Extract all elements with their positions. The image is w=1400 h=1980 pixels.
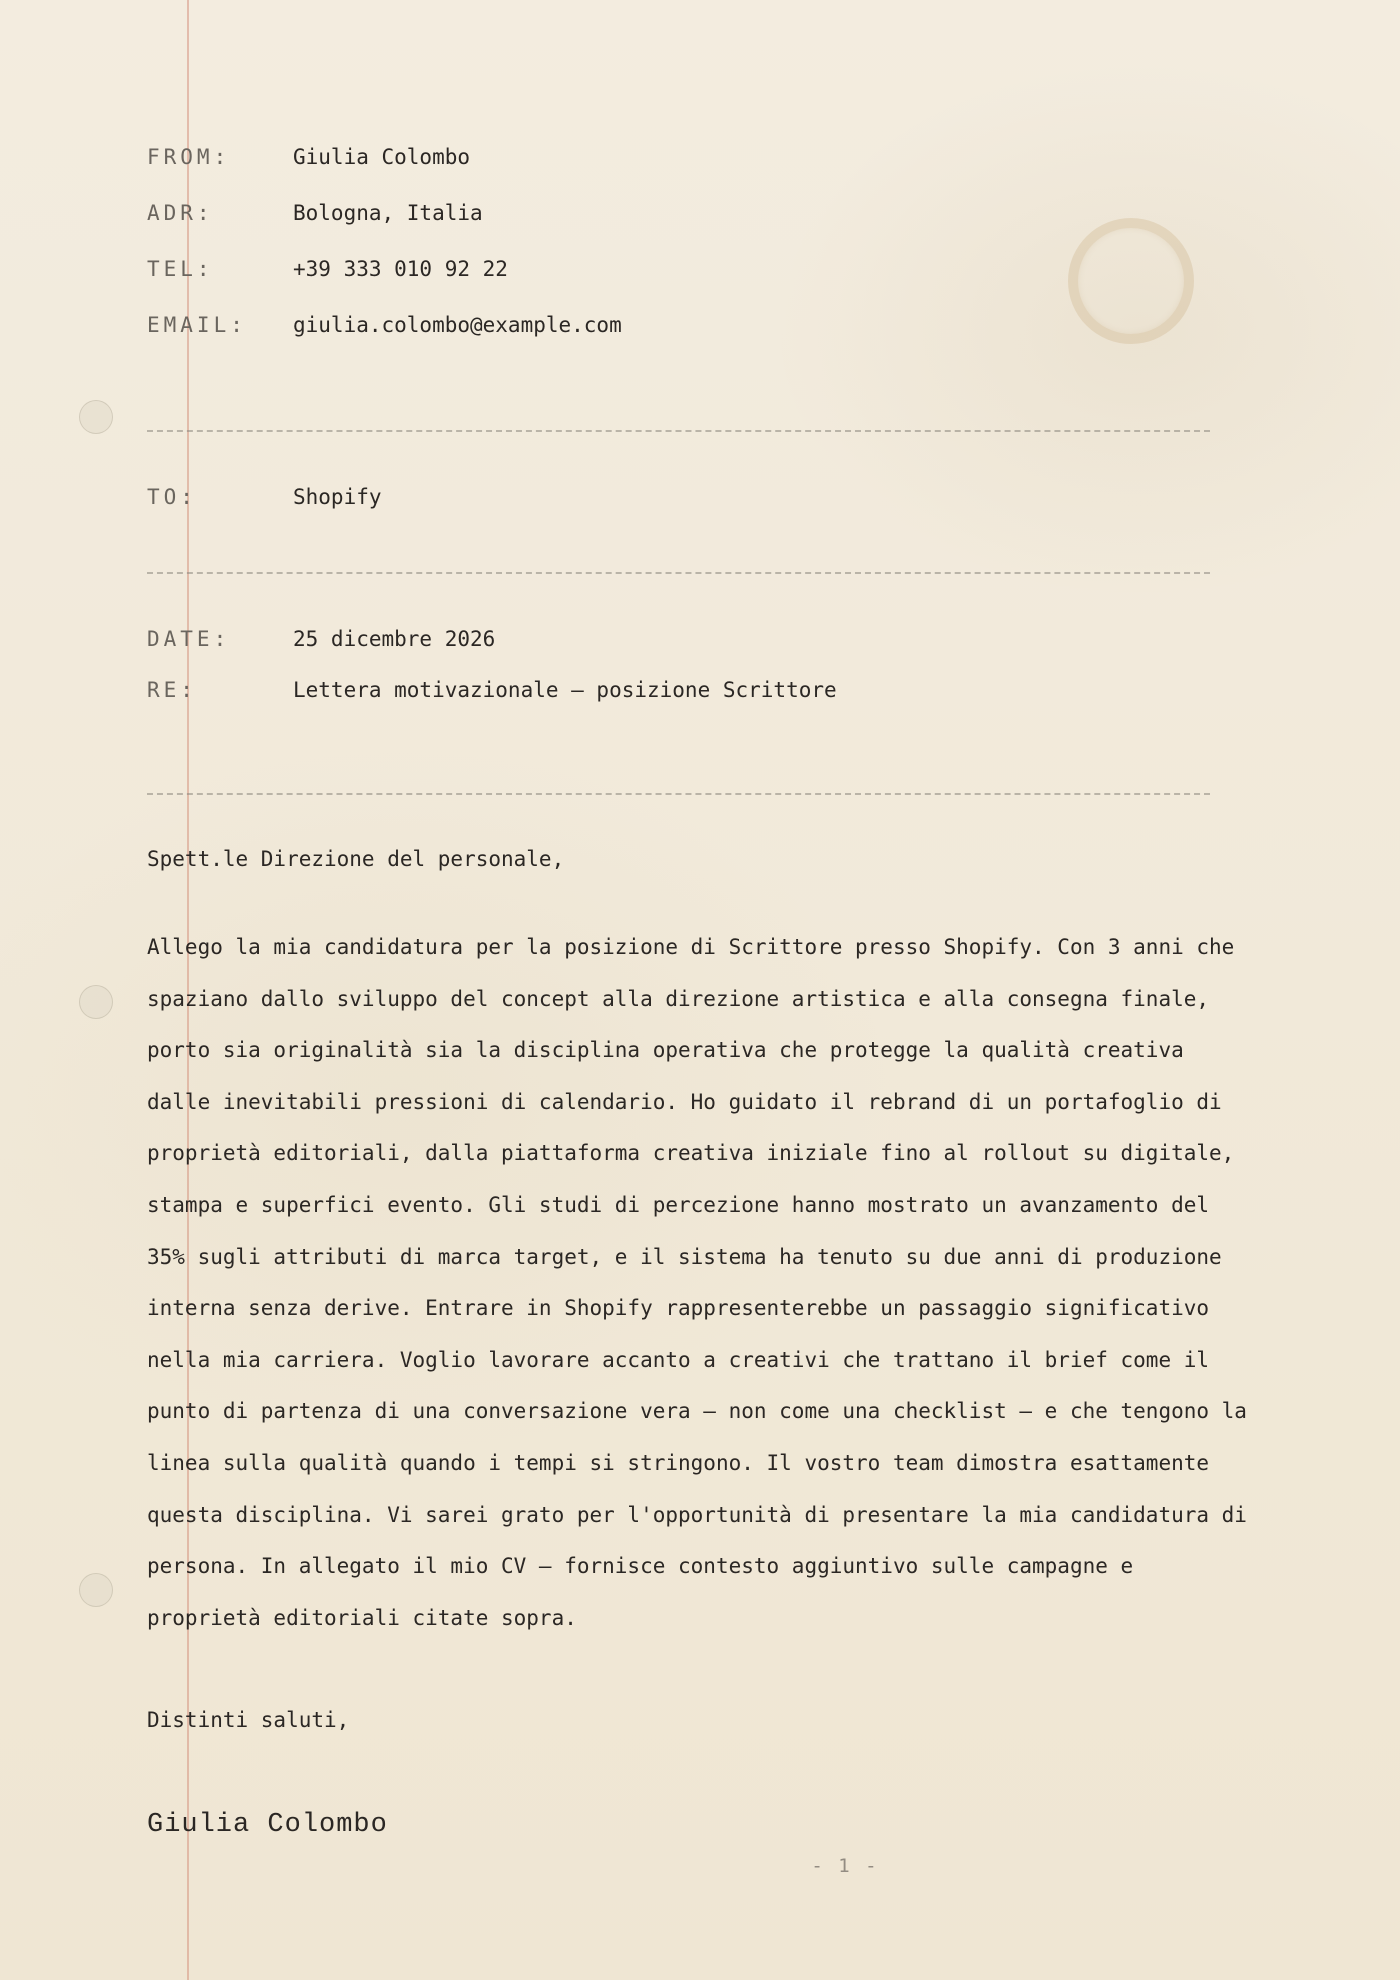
divider (147, 793, 1210, 795)
subject-row (147, 678, 837, 702)
divider (147, 430, 1210, 432)
phone-label: TEL: (147, 257, 214, 281)
subject-label: RE: (147, 678, 197, 702)
sender-email-row (147, 313, 622, 337)
letter-subject: Lettera motivazionale — posizione Scrittore (293, 678, 837, 702)
coffee-stain (1068, 218, 1194, 344)
letter-date: 25 dicembre 2026 (293, 627, 496, 651)
punch-hole (79, 1573, 113, 1607)
from-label: FROM: (147, 145, 231, 169)
address-label: ADR: (147, 201, 214, 225)
sender-name-row (147, 145, 470, 169)
recipient-name: Shopify (293, 485, 382, 509)
salutation: Spett.le Direzione del personale, (147, 847, 565, 871)
email-label: EMAIL: (147, 313, 247, 337)
sender-address-row (147, 201, 483, 225)
sender-email: giulia.colombo@example.com (293, 313, 622, 337)
letter-body: Allego la mia candidatura per la posizione di Scrittore presso Shopify. Con 3 anni che spaziano dallo sviluppo del concept alla direzione artistica e alla consegna finale, porto sia originalità sia la disciplina operativa che protegge la qualità creativa dalle inevitabili pressioni di calendario. Ho guidato il rebrand di un portafoglio di proprietà editoriali, dalla piattaforma creativa iniziale fino al rollout su digitale, stampa e superfici evento. Gli studi di percezione hanno mostrato un avanzamento del 35% sugli attributi di marca target, e il sistema ha tenuto su due anni di produzione interna senza derive. Entrare in Shopify rappresenterebbe un passaggio significativo nella mia carriera. Voglio lavorare accanto a creativi che trattano il brief come il punto di partenza di una conversazione vera — non come una checklist — e che tengono la linea sulla qualità quando i tempi si stringono. Il vostro team dimostra esattamente questa disciplina. Vi sarei grato per l'opportunità di presentare la mia candidatura di persona. In allegato il mio CV — fornisce contesto aggiuntivo sulle campagne e proprietà editoriali citate sopra. (147, 935, 1247, 1630)
sender-address: Bologna, Italia (293, 201, 483, 225)
divider (147, 572, 1210, 574)
date-row (147, 627, 495, 651)
sender-phone-row (147, 257, 508, 281)
sender-phone: +39 333 010 92 22 (293, 257, 508, 281)
punch-hole (79, 400, 113, 434)
page-number: - 1 - (811, 1855, 879, 1877)
recipient-row (147, 485, 382, 509)
date-label: DATE: (147, 627, 231, 651)
closing: Distinti saluti, (147, 1708, 350, 1732)
signature: Giulia Colombo (147, 1810, 388, 1840)
sender-name: Giulia Colombo (293, 145, 471, 169)
punch-hole (79, 985, 113, 1019)
to-label: TO: (147, 485, 197, 509)
